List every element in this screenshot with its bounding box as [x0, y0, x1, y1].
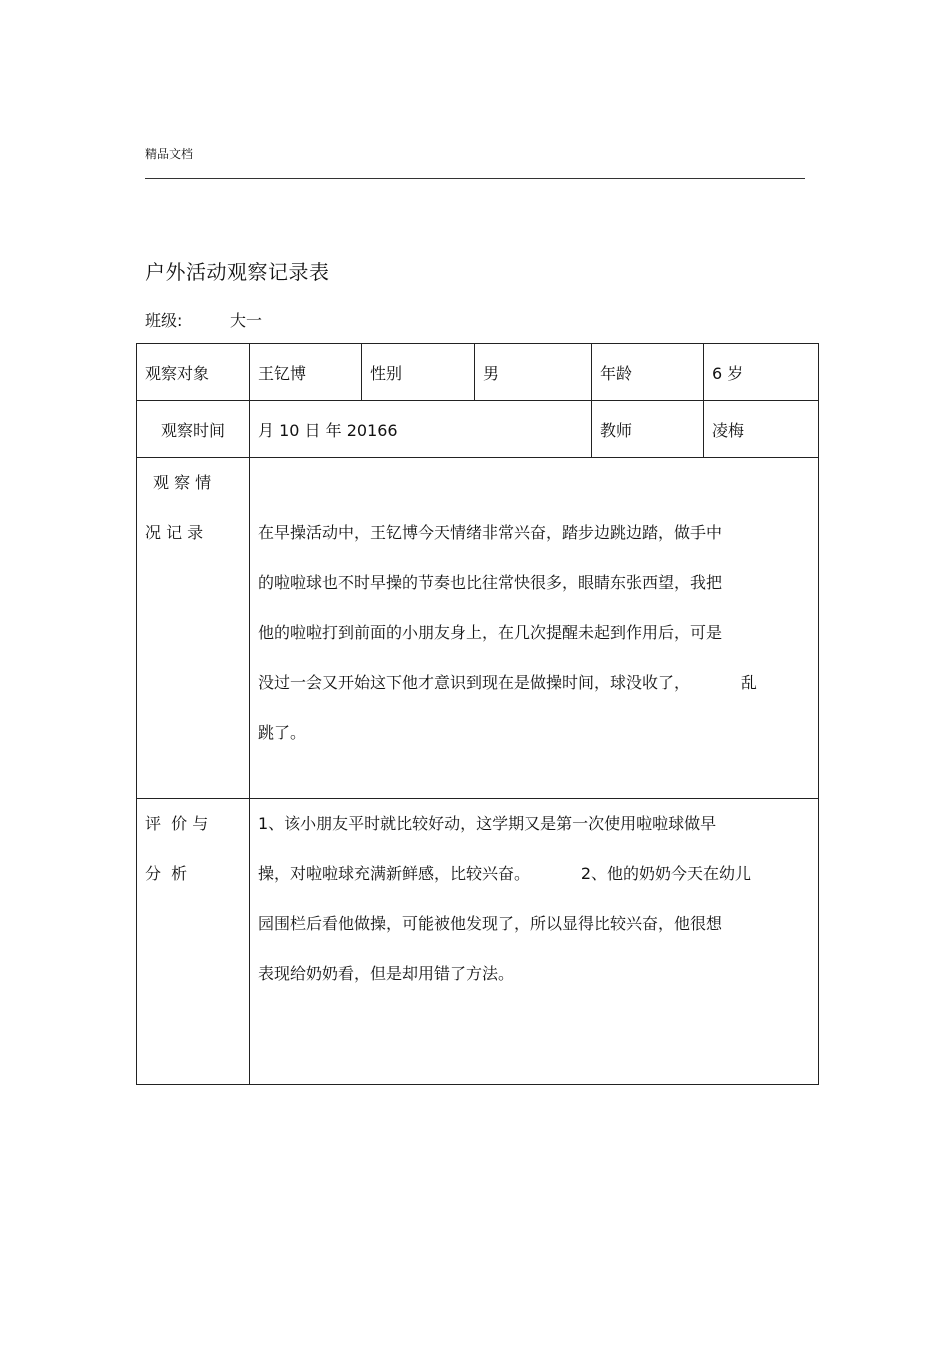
observation-record-text: [250, 458, 819, 799]
table-row: [137, 401, 819, 458]
evaluation-text: [250, 799, 819, 1085]
observation-record-label: [137, 458, 250, 799]
text-line: 园围栏后看他做操，可能被他发现了，所以显得比较兴奋，他很想: [258, 914, 723, 933]
teacher-value: 凌梅: [704, 401, 819, 458]
observation-label-line2: 况 记 录: [145, 523, 204, 542]
gender-label: 性别: [362, 344, 475, 401]
class-label: 班级:: [145, 311, 183, 330]
time-value: 月 10 日 年 20166: [250, 401, 592, 458]
text-line: 跳了。: [258, 723, 307, 742]
header-divider: [145, 178, 805, 179]
gender-value: 男: [475, 344, 592, 401]
evaluation-label-line1: 评 价 与: [145, 814, 209, 833]
header-label: 精品文档: [145, 147, 194, 161]
time-label: 观察时间: [137, 401, 250, 458]
age-value: 6 岁: [704, 344, 819, 401]
document-title: 户外活动观察记录表: [145, 260, 330, 284]
age-label: 年龄: [592, 344, 704, 401]
subject-value: 王钇博: [250, 344, 362, 401]
evaluation-label-line2: 分 析: [145, 864, 188, 883]
text-line: 他的啦啦打到前面的小朋友身上，在几次提醒未起到作用后，可是: [258, 623, 723, 642]
text-line: 操，对啦啦球充满新鲜感，比较兴奋。 2、他的奶奶今天在幼儿: [258, 864, 752, 883]
text-line: 在早操活动中，王钇博今天情绪非常兴奋，踏步边跳边踏，做手中: [258, 523, 723, 542]
text-line: 表现给奶奶看，但是却用错了方法。: [258, 964, 515, 983]
teacher-label: 教师: [592, 401, 704, 458]
table-row: [137, 799, 819, 1085]
table-row: [137, 458, 819, 799]
text-line: 的啦啦球也不时早操的节奏也比往常快很多，眼睛东张西望，我把: [258, 573, 723, 592]
observation-label-line1: 观 察 情: [153, 473, 212, 492]
observation-table: [136, 343, 819, 1085]
text-line: 1、该小朋友平时就比较好动，这学期又是第一次使用啦啦球做早: [258, 814, 717, 833]
evaluation-label: [137, 799, 250, 1085]
table-row: [137, 344, 819, 401]
text-line: 没过一会又开始这下他才意识到现在是做操时间，球没收了， 乱: [258, 673, 757, 692]
subject-label: 观察对象: [137, 344, 250, 401]
class-value: 大一: [230, 311, 263, 330]
